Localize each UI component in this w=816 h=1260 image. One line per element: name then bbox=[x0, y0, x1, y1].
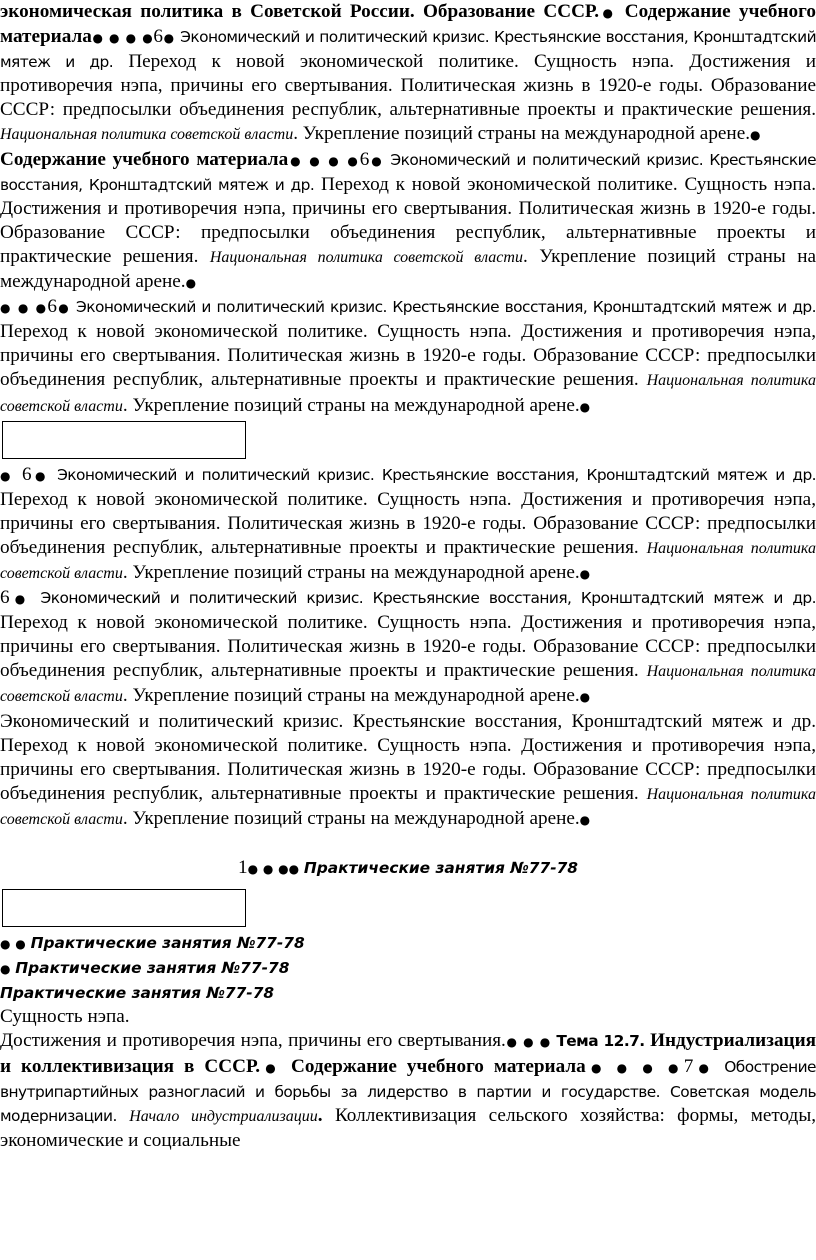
bullet-icon: ● bbox=[369, 153, 384, 168]
intraparty-lead: Обострение внутрипартийных разногласий и борьбы за лидерство в партии и государстве. Советская модель модернизации. bbox=[0, 1057, 816, 1125]
bullet-icon: ● bbox=[579, 566, 591, 581]
bullet-icon: ● bbox=[750, 128, 761, 143]
bullet-icon: ● bbox=[247, 862, 259, 876]
bullet-icon: ● bbox=[505, 1035, 518, 1050]
bullet-icon: ● bbox=[125, 31, 137, 46]
hours-number: 6 bbox=[22, 463, 32, 485]
ending-text: . Укрепление позиций страны на международной арене. bbox=[293, 123, 751, 145]
hours-number: 6 bbox=[153, 26, 163, 48]
topic-title: Индустриализация и коллективизация в СССР. bbox=[0, 1030, 816, 1077]
practice-title: Практические занятия №77-78 bbox=[0, 984, 275, 1003]
bullet-icon: ● bbox=[109, 31, 121, 46]
bullet-icon: ● bbox=[0, 301, 12, 316]
topic-label: Тема 12.7. bbox=[556, 1032, 645, 1051]
bullet-icon: ● bbox=[693, 1060, 715, 1075]
nep-essence bbox=[0, 1005, 816, 1029]
hours-number: 6 bbox=[0, 587, 10, 609]
paragraph-4 bbox=[0, 463, 816, 586]
paragraph-3 bbox=[0, 295, 816, 418]
bullet-icon: ● bbox=[0, 468, 14, 483]
bullet-icon: ● bbox=[0, 962, 11, 977]
content-heading: Содержание учебного материала bbox=[0, 1, 816, 48]
bullet-icon: ● bbox=[585, 1060, 607, 1075]
paragraph-6 bbox=[0, 710, 816, 832]
ending-text: . Укрепление позиций страны на международной арене. bbox=[122, 685, 580, 707]
bullet-icon: ● bbox=[579, 690, 591, 705]
crisis-rest: Переход к новой экономической политике. Сущность нэпа. Достижения и противоречия нэпа, причины его свертывания. Политическая жизнь в 1920-е годы. Образование СССР: предпосылки объединения республик, альтернативные проекты и практические решения. bbox=[0, 51, 816, 121]
national-policy: Национальная политика советской власти bbox=[0, 663, 816, 706]
practice-line-1 bbox=[0, 931, 816, 956]
practice-line-2 bbox=[0, 956, 816, 981]
crisis-full: Экономический и политический кризис. Крестьянские восстания, Кронштадтский мятеж и др. Переход к новой экономической политике. Сущность нэпа. Достижения и противоречия нэпа, причины его свертывания. Политическая жизнь в 1920-е годы. Образование СССР: предпосылки объединения республик, альтернативные проекты и практические решения. bbox=[0, 710, 816, 804]
hours-number: 7 bbox=[683, 1055, 694, 1077]
national-policy: Национальная политика советской власти bbox=[0, 785, 816, 828]
crisis-rest: Переход к новой экономической политике. Сущность нэпа. Достижения и противоречия нэпа, причины его свертывания. Политическая жизнь в 1920-е годы. Образование СССР: предпосылки объединения республик, альтернативные проекты и практические решения. bbox=[0, 173, 816, 267]
bullet-icon: ● bbox=[642, 1060, 659, 1075]
bullet-icon: ● bbox=[9, 592, 31, 607]
bullet-icon: ● bbox=[15, 937, 26, 952]
practice-title: Практические занятия №77-78 bbox=[30, 934, 305, 953]
ending-text: . Укрепление позиций страны на международной арене. bbox=[122, 394, 580, 416]
empty-table-cell bbox=[2, 889, 246, 927]
content-heading: Содержание учебного материала bbox=[290, 1055, 586, 1077]
bullet-icon: ● bbox=[539, 1035, 551, 1050]
bullet-icon: ● bbox=[91, 31, 104, 46]
crisis-lead: Экономический и политический кризис. Крестьянские восстания, Кронштадтский мятеж и др. bbox=[57, 465, 816, 484]
bullet-icon: ● bbox=[31, 468, 49, 483]
paragraph-1 bbox=[0, 0, 816, 148]
bullet-icon: ● bbox=[17, 301, 30, 316]
item-number: 1 bbox=[237, 857, 248, 878]
bullet-icon: ● bbox=[347, 153, 360, 168]
heading-nep: экономическая политика в Советской России. Образование СССР. bbox=[0, 1, 600, 22]
crisis-lead: Экономический и политический кризис. Крестьянские восстания, Кронштадтский мятеж и др. bbox=[0, 150, 816, 194]
empty-table-cell bbox=[2, 421, 246, 459]
ending-text: . Укрепление позиций страны на международной арене. bbox=[0, 245, 816, 293]
bullet-icon: ● bbox=[579, 812, 591, 827]
bullet-icon: ● bbox=[668, 1060, 684, 1075]
collectivization: Коллективизация сельского хозяйства: формы, методы, экономические и социальные bbox=[0, 1104, 816, 1151]
crisis-rest: Переход к новой экономической политике. Сущность нэпа. Достижения и противоречия нэпа, причины его свертывания. Политическая жизнь в 1920-е годы. Образование СССР: предпосылки объединения республик, альтернативные проекты и практические решения. bbox=[0, 321, 816, 391]
crisis-rest: Переход к новой экономической политике. Сущность нэпа. Достижения и противоречия нэпа, причины его свертывания. Политическая жизнь в 1920-е годы. Образование СССР: предпосылки объединения республик, альтернативные проекты и практические решения. bbox=[0, 612, 816, 682]
content-heading: Содержание учебного материала bbox=[0, 148, 289, 170]
crisis-lead: Экономический и политический кризис. Крестьянские восстания, Кронштадтский мятеж и др. bbox=[0, 28, 816, 72]
ending-text: . Укрепление позиций страны на международной арене. bbox=[122, 807, 580, 829]
bullet-icon: ● bbox=[599, 6, 617, 20]
ending-text: . Укрепление позиций страны на международной арене. bbox=[122, 561, 580, 583]
bullet-icon: ● bbox=[142, 31, 154, 46]
national-policy: Национальная политика советской власти bbox=[0, 372, 816, 415]
crisis-lead: Экономический и политический кризис. Крестьянские восстания, Кронштадтский мятеж и др. bbox=[40, 589, 816, 608]
paragraph-topic: Достижения и противоречия нэпа, причины его свертывания.● ● ● Тема 12.7. Индустриализация и коллективизация в СССР.● Содержание учебного материала● ● ● ●7● Обострение внутрипартийных разногласий и борьбы за лидерство в партии и государстве. Советская модель модернизации. Начало индустриализации. Коллективизация сельского хозяйства: формы, методы, экономические и социальные bbox=[0, 1030, 816, 1151]
crisis-rest: Переход к новой экономической политике. Сущность нэпа. Достижения и противоречия нэпа, причины его свертывания. Политическая жизнь в 1920-е годы. Образование СССР: предпосылки объединения республик, альтернативные проекты и практические решения. bbox=[0, 488, 816, 558]
bullet-icon: ● bbox=[262, 862, 274, 876]
bullet-icon: ● bbox=[309, 153, 322, 168]
practice-title: Практические занятия №77-78 bbox=[15, 959, 290, 978]
national-policy: Национальная политика советской власти bbox=[0, 126, 294, 144]
bullet-icon: ● bbox=[260, 1060, 281, 1075]
bullet-icon: ● bbox=[523, 1035, 535, 1050]
practice-centered bbox=[0, 856, 816, 881]
hours-number: 6 bbox=[359, 148, 370, 170]
bullet-icon: ● bbox=[579, 399, 591, 414]
bullet-icon: ● bbox=[288, 153, 303, 168]
paragraph-2 bbox=[0, 148, 816, 296]
bullet-icon: ● bbox=[288, 862, 300, 876]
crisis-lead: Экономический и политический кризис. Крестьянские восстания, Кронштадтский мятеж и др. bbox=[76, 298, 816, 317]
bullet-icon: ● bbox=[35, 301, 48, 316]
bullet-icon: ● bbox=[616, 1060, 633, 1075]
bullet-icon: ● bbox=[185, 276, 197, 291]
national-policy: Национальная политика советской власти bbox=[209, 248, 523, 266]
practice-title: Практические занятия №77-78 bbox=[303, 859, 579, 877]
national-policy: Национальная политика советской власти bbox=[0, 539, 816, 582]
bullet-icon: ● bbox=[0, 937, 11, 952]
spacer bbox=[0, 832, 816, 856]
bullet-icon: ● bbox=[278, 862, 289, 876]
paragraph-5 bbox=[0, 586, 816, 709]
bullet-icon: ● bbox=[162, 31, 175, 46]
bullet-icon: ● bbox=[328, 153, 341, 168]
hours-number: 6 bbox=[47, 296, 57, 318]
nep-achievements: Достижения и противоречия нэпа, причины его свертывания. bbox=[0, 1030, 506, 1052]
nep-essence-text: Сущность нэпа. bbox=[0, 1006, 130, 1028]
bullet-icon: ● bbox=[56, 301, 70, 316]
industrialization: Начало индустриализации bbox=[129, 1107, 318, 1125]
practice-line-3 bbox=[0, 981, 816, 1005]
